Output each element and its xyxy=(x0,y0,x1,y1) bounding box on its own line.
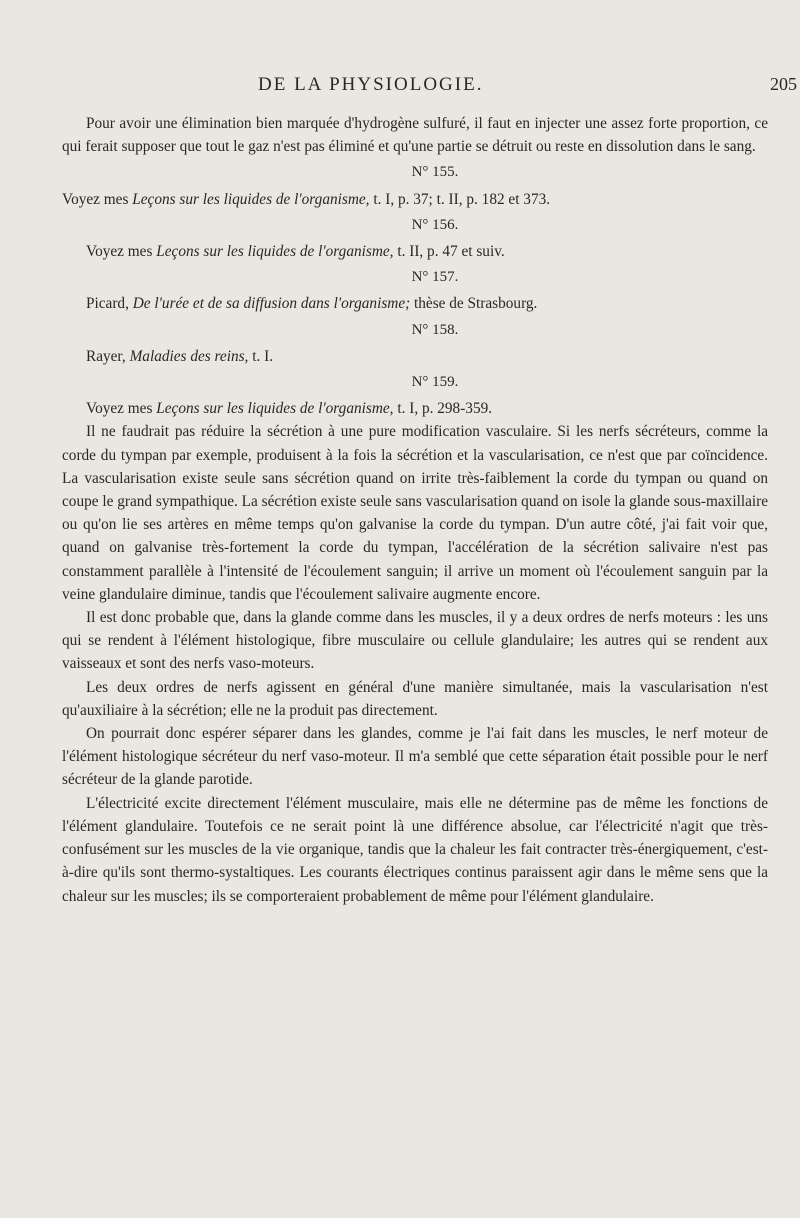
body-paragraph: L'électricité excite directement l'élément musculaire, mais elle ne détermine pas de même les fonctions de l'élément glandulaire. Toutefois ce ne serait point là une différence absolue, car l'électricité n'agit que très-confusément sur les muscles de la vie organique, tandis que la chaleur les fait contracter très-énergiquement, c'est-à-dire qu'ils sont thermo-systaltiques. Les courants électriques continus paraissent agir dans le même sens que la chaleur sur les muscles; ils se comporteraient probablement de même pour l'élément glandulaire. xyxy=(62,794,768,905)
body-paragraph: Les deux ordres de nerfs agissent en général d'une manière simultanée, mais la vascularisation n'est qu'auxiliaire à la sécrétion; elle ne la produit pas directement. xyxy=(62,678,768,719)
reference-title: Leçons sur les liquides de l'organisme, xyxy=(132,190,370,208)
note-number: N° 157. xyxy=(411,269,459,286)
note-reference: Voyez mes Leçons sur les liquides de l'organisme, t. II, p. 47 et suiv. xyxy=(86,243,505,261)
note-number: N° 158. xyxy=(411,321,459,338)
body-paragraph: Il ne faudrait pas réduire la sécrétion à une pure modification vasculaire. Si les nerfs sécréteurs, comme la corde du tympan par exemple, produisent à la fois la sécrétion et la vascularisation, ce n'est que par coïncidence. La vascularisation existe seule sans sécrétion quand on irrite très-faiblement la corde du tympan ou quand on coupe le grand sympathique. La sécrétion existe seule sans vascularisation quand on isole la glande sous-maxillaire ou qu'on lie ses artères en même temps qu'on galvanise la corde du tympan. D'un autre côté, j'ai fait voir que, quand on galvanise très-fortement la corde du tympan, l'accélération de la sécrétion salivaire n'est pas constamment parallèle à l'intensité de l'écoulement sanguin; il arrive un moment où l'écoulement sanguin par la veine glandulaire diminue, tandis que l'écoulement salivaire augmente encore. xyxy=(62,423,768,603)
running-title: DE LA PHYSIOLOGIE. xyxy=(258,74,484,95)
reference-title: De l'urée et de sa diffusion dans l'organisme; xyxy=(132,295,411,313)
body-paragraph: Il est donc probable que, dans la glande comme dans les muscles, il y a deux ordres de nerfs moteurs : les uns qui se rendent à l'élément histologique, fibre musculaire ou cellule glandulaire; les autres qui se rendent aux vaisseaux et sont des nerfs vaso-moteurs. xyxy=(62,609,768,673)
note-reference: Voyez mes Leçons sur les liquides de l'organisme, t. I, p. 298-359. xyxy=(86,400,493,418)
note-reference: Rayer, Maladies des reins, t. I. xyxy=(86,347,274,365)
reference-title: Maladies des reins, xyxy=(129,347,249,365)
body-paragraph: On pourrait donc espérer séparer dans les glandes, comme je l'ai fait dans les muscles, le nerf moteur de l'élément histologique sécréteur du nerf vaso-moteur. Il m'a semblé que cette séparation était possible pour le nerf sécréteur de la glande parotide. xyxy=(62,725,768,789)
note-reference: Voyez mes Leçons sur les liquides de l'organisme, t. I, p. 37; t. II, p. 182 et 373. xyxy=(62,190,551,208)
running-head xyxy=(0,74,800,98)
note-reference: Picard, De l'urée et de sa diffusion dans l'organisme; thèse de Strasbourg. xyxy=(86,295,538,313)
note-number: N° 159. xyxy=(411,374,459,391)
intro-paragraph: Pour avoir une élimination bien marquée d'hydrogène sulfuré, il faut en injecter une assez forte proportion, ce qui ferait supposer que tout le gaz n'est pas éliminé et qu'une partie se détruit ou reste en dissolution dans le sang. xyxy=(62,115,768,156)
reference-title: Leçons sur les liquides de l'organisme, xyxy=(156,243,394,261)
page-number: 205 xyxy=(770,74,797,94)
note-number: N° 156. xyxy=(411,216,459,233)
note-number: N° 155. xyxy=(411,164,459,181)
page-body xyxy=(62,112,768,908)
reference-title: Leçons sur les liquides de l'organisme, xyxy=(156,400,394,418)
